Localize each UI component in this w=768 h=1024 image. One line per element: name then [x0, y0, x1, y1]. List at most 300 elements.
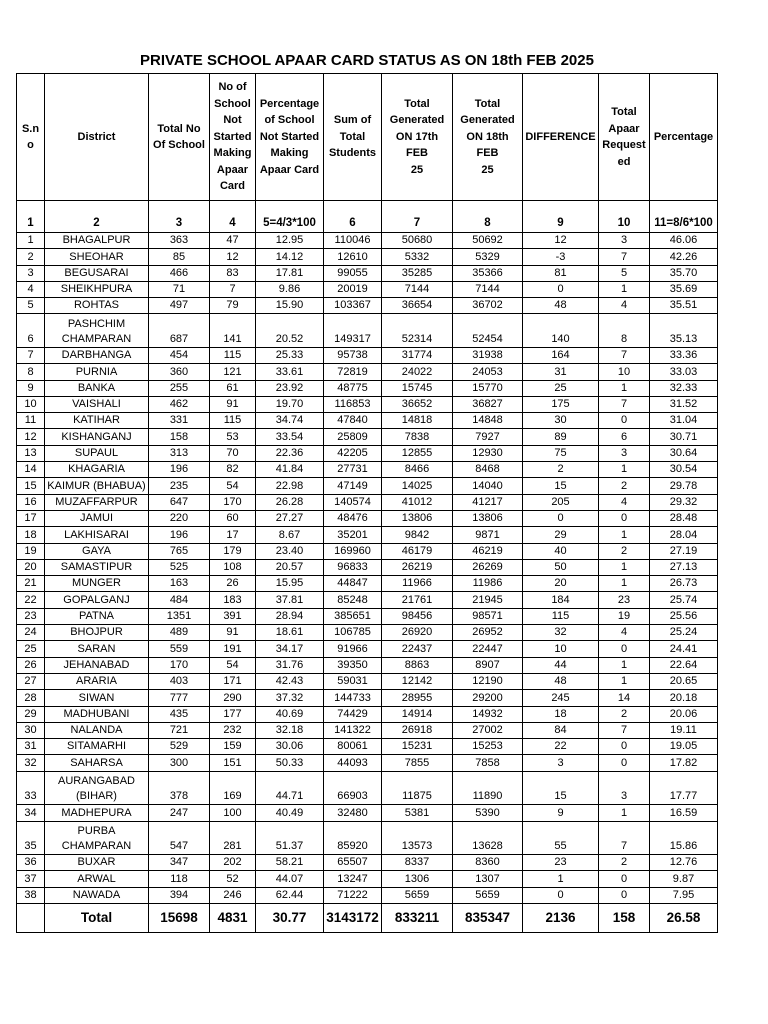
district-cell: GOPALGANJ — [45, 592, 149, 608]
table-cell: 41.84 — [256, 462, 324, 478]
table-cell: 82 — [210, 462, 256, 478]
table-cell: 8 — [17, 364, 45, 380]
table-cell: 1 — [599, 527, 650, 543]
table-cell: 7 — [599, 347, 650, 363]
table-cell: 3 — [523, 755, 599, 771]
table-cell: 6 — [599, 429, 650, 445]
table-cell: 7838 — [382, 429, 453, 445]
table-cell: 42.43 — [256, 673, 324, 689]
table-cell: 13 — [17, 445, 45, 461]
header-cell: Percentage of School Not Started Making Apaar Card — [256, 74, 324, 201]
table-cell: 12930 — [453, 445, 523, 461]
table-cell: 158 — [149, 429, 210, 445]
table-cell: 18.61 — [256, 625, 324, 641]
table-cell: 15745 — [382, 380, 453, 396]
table-cell: 32.33 — [650, 380, 718, 396]
total-label: Total — [45, 903, 149, 932]
table-cell: 151 — [210, 755, 256, 771]
table-row — [17, 429, 718, 445]
table-cell: 22437 — [382, 641, 453, 657]
table-cell: 331 — [149, 413, 210, 429]
header-cell: S.n o — [17, 74, 45, 201]
table-cell: 50.33 — [256, 755, 324, 771]
table-cell: 96833 — [324, 559, 382, 575]
table-cell: 55 — [523, 821, 599, 855]
total-blank-cell — [17, 903, 45, 932]
table-cell: 21 — [17, 576, 45, 592]
table-cell: 58.21 — [256, 855, 324, 871]
table-cell: 8468 — [453, 462, 523, 478]
table-cell: 31.04 — [650, 413, 718, 429]
table-cell: 20 — [17, 559, 45, 575]
table-cell: 32 — [523, 625, 599, 641]
table-cell: 30.06 — [256, 739, 324, 755]
table-row — [17, 559, 718, 575]
table-cell: 91 — [210, 396, 256, 412]
table-cell: -3 — [523, 249, 599, 265]
table-cell: 66903 — [324, 771, 382, 805]
table-cell: 19.11 — [650, 722, 718, 738]
table-cell: 14040 — [453, 478, 523, 494]
table-cell: 7 — [210, 281, 256, 297]
table-cell: 26.73 — [650, 576, 718, 592]
table-cell: 40.49 — [256, 805, 324, 821]
table-cell: 20.18 — [650, 690, 718, 706]
table-cell: 42205 — [324, 445, 382, 461]
total-cell: 26.58 — [650, 903, 718, 932]
table-cell: 36827 — [453, 396, 523, 412]
table-cell: 5 — [599, 265, 650, 281]
district-cell: SAMASTIPUR — [45, 559, 149, 575]
table-cell: 33.54 — [256, 429, 324, 445]
table-cell: 10 — [17, 396, 45, 412]
table-cell: 1 — [599, 559, 650, 575]
table-cell: 71 — [149, 281, 210, 297]
column-number-cell: 10 — [599, 201, 650, 233]
table-cell: 0 — [599, 641, 650, 657]
table-cell: 1 — [599, 281, 650, 297]
table-cell: 12.76 — [650, 855, 718, 871]
table-cell: 2 — [599, 706, 650, 722]
table-cell: 51.37 — [256, 821, 324, 855]
table-cell: 0 — [599, 755, 650, 771]
table-cell: 14932 — [453, 706, 523, 722]
district-cell: NALANDA — [45, 722, 149, 738]
table-cell: 144733 — [324, 690, 382, 706]
table-row — [17, 233, 718, 249]
district-cell: NAWADA — [45, 887, 149, 903]
table-cell: 35201 — [324, 527, 382, 543]
table-cell: 721 — [149, 722, 210, 738]
district-cell: ARARIA — [45, 673, 149, 689]
table-row — [17, 543, 718, 559]
table-cell: 385651 — [324, 608, 382, 624]
table-row — [17, 510, 718, 526]
header-cell: Percentage — [650, 74, 718, 201]
table-cell: 290 — [210, 690, 256, 706]
table-cell: 191 — [210, 641, 256, 657]
table-cell: 164 — [523, 347, 599, 363]
table-cell: 20.52 — [256, 314, 324, 348]
table-cell: 14.12 — [256, 249, 324, 265]
table-cell: 7144 — [382, 281, 453, 297]
table-cell: 39350 — [324, 657, 382, 673]
district-cell: SUPAUL — [45, 445, 149, 461]
table-cell: 23 — [523, 855, 599, 871]
table-row — [17, 413, 718, 429]
header-cell: Total Generated ON 18th FEB 25 — [453, 74, 523, 201]
table-cell: 140574 — [324, 494, 382, 510]
table-cell: 33.03 — [650, 364, 718, 380]
table-row — [17, 249, 718, 265]
column-number-cell: 7 — [382, 201, 453, 233]
table-cell: 9 — [17, 380, 45, 396]
district-cell: KISHANGANJ — [45, 429, 149, 445]
column-number-row — [17, 201, 718, 233]
table-cell: 32480 — [324, 805, 382, 821]
column-number-cell: 3 — [149, 201, 210, 233]
table-cell: 15231 — [382, 739, 453, 755]
table-cell: 32 — [17, 755, 45, 771]
table-cell: 44.71 — [256, 771, 324, 805]
table-cell: 10 — [599, 364, 650, 380]
table-cell: 46179 — [382, 543, 453, 559]
table-cell: 205 — [523, 494, 599, 510]
table-cell: 149317 — [324, 314, 382, 348]
table-cell: 3 — [599, 233, 650, 249]
table-cell: 0 — [599, 871, 650, 887]
table-row — [17, 871, 718, 887]
apaar-status-table — [16, 73, 718, 933]
district-cell: BANKA — [45, 380, 149, 396]
table-cell: 27.19 — [650, 543, 718, 559]
table-cell: 0 — [523, 887, 599, 903]
table-cell: 22 — [17, 592, 45, 608]
total-row — [17, 903, 718, 932]
table-row — [17, 445, 718, 461]
district-cell: BHOJPUR — [45, 625, 149, 641]
table-cell: 53 — [210, 429, 256, 445]
table-cell: 27 — [17, 673, 45, 689]
table-row — [17, 706, 718, 722]
column-number-cell: 8 — [453, 201, 523, 233]
table-cell: 37 — [17, 871, 45, 887]
table-cell: 8907 — [453, 657, 523, 673]
table-cell: 35.13 — [650, 314, 718, 348]
table-cell: 31938 — [453, 347, 523, 363]
table-cell: 394 — [149, 887, 210, 903]
table-cell: 10 — [523, 641, 599, 657]
table-cell: 20 — [523, 576, 599, 592]
table-cell: 35.69 — [650, 281, 718, 297]
table-cell: 9.86 — [256, 281, 324, 297]
district-cell: SIWAN — [45, 690, 149, 706]
district-cell: BUXAR — [45, 855, 149, 871]
table-cell: 118 — [149, 871, 210, 887]
table-cell: 26 — [17, 657, 45, 673]
table-cell: 0 — [599, 413, 650, 429]
table-cell: 14848 — [453, 413, 523, 429]
table-row — [17, 380, 718, 396]
table-cell: 1307 — [453, 871, 523, 887]
table-cell: 489 — [149, 625, 210, 641]
table-cell: 23 — [599, 592, 650, 608]
table-cell: 170 — [149, 657, 210, 673]
table-cell: 141 — [210, 314, 256, 348]
table-cell: 12 — [210, 249, 256, 265]
table-cell: 48476 — [324, 510, 382, 526]
table-cell: 403 — [149, 673, 210, 689]
table-cell: 89 — [523, 429, 599, 445]
table-cell: 44 — [523, 657, 599, 673]
total-cell: 2136 — [523, 903, 599, 932]
table-cell: 7858 — [453, 755, 523, 771]
table-cell: 37.32 — [256, 690, 324, 706]
table-cell: 52454 — [453, 314, 523, 348]
table-row — [17, 625, 718, 641]
table-cell: 12 — [17, 429, 45, 445]
table-cell: 116853 — [324, 396, 382, 412]
table-cell: 647 — [149, 494, 210, 510]
table-cell: 19 — [17, 543, 45, 559]
district-cell: KATIHAR — [45, 413, 149, 429]
table-cell: 40.69 — [256, 706, 324, 722]
table-cell: 18 — [17, 527, 45, 543]
table-cell: 28955 — [382, 690, 453, 706]
table-cell: 7144 — [453, 281, 523, 297]
table-cell: 65507 — [324, 855, 382, 871]
district-cell: SAHARSA — [45, 755, 149, 771]
table-cell: 12 — [523, 233, 599, 249]
table-cell: 1 — [599, 576, 650, 592]
table-cell: 5390 — [453, 805, 523, 821]
total-cell: 15698 — [149, 903, 210, 932]
district-cell: VAISHALI — [45, 396, 149, 412]
table-cell: 4 — [599, 494, 650, 510]
table-cell: 15.86 — [650, 821, 718, 855]
column-number-cell: 4 — [210, 201, 256, 233]
table-cell: 14025 — [382, 478, 453, 494]
table-cell: 7 — [599, 722, 650, 738]
table-row — [17, 364, 718, 380]
table-cell: 497 — [149, 298, 210, 314]
table-cell: 24053 — [453, 364, 523, 380]
district-cell: ARWAL — [45, 871, 149, 887]
table-cell: 0 — [599, 510, 650, 526]
table-cell: 171 — [210, 673, 256, 689]
table-cell: 23.92 — [256, 380, 324, 396]
table-cell: 1306 — [382, 871, 453, 887]
table-cell: 462 — [149, 396, 210, 412]
table-cell: 220 — [149, 510, 210, 526]
table-cell: 25.24 — [650, 625, 718, 641]
table-cell: 31 — [17, 739, 45, 755]
table-cell: 40 — [523, 543, 599, 559]
table-cell: 44.07 — [256, 871, 324, 887]
table-cell: 91966 — [324, 641, 382, 657]
table-cell: 1 — [599, 805, 650, 821]
table-row — [17, 771, 718, 805]
table-row — [17, 855, 718, 871]
table-cell: 31.76 — [256, 657, 324, 673]
table-cell: 300 — [149, 755, 210, 771]
district-cell: SHEIKHPURA — [45, 281, 149, 297]
table-cell: 22447 — [453, 641, 523, 657]
table-cell: 8 — [599, 314, 650, 348]
table-cell: 1351 — [149, 608, 210, 624]
table-cell: 24 — [17, 625, 45, 641]
table-row — [17, 462, 718, 478]
table-cell: 71222 — [324, 887, 382, 903]
table-cell: 29.78 — [650, 478, 718, 494]
table-cell: 435 — [149, 706, 210, 722]
table-cell: 15253 — [453, 739, 523, 755]
table-cell: 12855 — [382, 445, 453, 461]
table-cell: 46.06 — [650, 233, 718, 249]
table-cell: 5329 — [453, 249, 523, 265]
table-cell: 1 — [523, 871, 599, 887]
table-cell: 466 — [149, 265, 210, 281]
table-cell: 26269 — [453, 559, 523, 575]
table-cell: 47 — [210, 233, 256, 249]
table-cell: 777 — [149, 690, 210, 706]
table-cell: 25 — [17, 641, 45, 657]
table-cell: 48775 — [324, 380, 382, 396]
table-cell: 281 — [210, 821, 256, 855]
table-row — [17, 722, 718, 738]
table-cell: 30.64 — [650, 445, 718, 461]
table-cell: 22.64 — [650, 657, 718, 673]
district-cell: PURNIA — [45, 364, 149, 380]
table-cell: 7 — [599, 396, 650, 412]
table-row — [17, 608, 718, 624]
table-cell: 106785 — [324, 625, 382, 641]
table-cell: 27731 — [324, 462, 382, 478]
table-cell: 4 — [599, 298, 650, 314]
table-cell: 454 — [149, 347, 210, 363]
table-cell: 1 — [599, 657, 650, 673]
district-cell: SITAMARHI — [45, 739, 149, 755]
table-cell: 17.77 — [650, 771, 718, 805]
table-cell: 13573 — [382, 821, 453, 855]
page-title: PRIVATE SCHOOL APAAR CARD STATUS AS ON 18th FEB 2025 — [140, 52, 594, 69]
table-cell: 23.40 — [256, 543, 324, 559]
table-cell: 34.17 — [256, 641, 324, 657]
table-cell: 44847 — [324, 576, 382, 592]
table-cell: 85 — [149, 249, 210, 265]
table-cell: 115 — [210, 413, 256, 429]
table-cell: 38 — [17, 887, 45, 903]
table-row — [17, 641, 718, 657]
table-cell: 363 — [149, 233, 210, 249]
table-row — [17, 494, 718, 510]
table-cell: 28.48 — [650, 510, 718, 526]
column-number-cell: 9 — [523, 201, 599, 233]
district-cell: SHEOHAR — [45, 249, 149, 265]
table-cell: 80061 — [324, 739, 382, 755]
table-cell: 4 — [17, 281, 45, 297]
table-row — [17, 265, 718, 281]
table-cell: 14818 — [382, 413, 453, 429]
table-cell: 70 — [210, 445, 256, 461]
table-cell: 17.81 — [256, 265, 324, 281]
table-cell: 85248 — [324, 592, 382, 608]
table-cell: 0 — [599, 739, 650, 755]
table-cell: 21945 — [453, 592, 523, 608]
table-cell: 15770 — [453, 380, 523, 396]
table-cell: 29 — [17, 706, 45, 722]
table-cell: 35.51 — [650, 298, 718, 314]
table-cell: 9.87 — [650, 871, 718, 887]
table-cell: 1 — [599, 380, 650, 396]
table-cell: 35.70 — [650, 265, 718, 281]
table-cell: 235 — [149, 478, 210, 494]
table-cell: 16 — [17, 494, 45, 510]
table-cell: 22.98 — [256, 478, 324, 494]
table-cell: 6 — [17, 314, 45, 348]
table-cell: 98456 — [382, 608, 453, 624]
table-cell: 2 — [599, 478, 650, 494]
table-cell: 8337 — [382, 855, 453, 871]
table-cell: 14 — [599, 690, 650, 706]
table-cell: 183 — [210, 592, 256, 608]
table-cell: 255 — [149, 380, 210, 396]
table-cell: 36654 — [382, 298, 453, 314]
table-cell: 360 — [149, 364, 210, 380]
table-cell: 41217 — [453, 494, 523, 510]
table-cell: 25 — [523, 380, 599, 396]
table-cell: 27.13 — [650, 559, 718, 575]
table-cell: 313 — [149, 445, 210, 461]
table-cell: 52 — [210, 871, 256, 887]
table-cell: 22 — [523, 739, 599, 755]
table-cell: 7927 — [453, 429, 523, 445]
table-cell: 19.05 — [650, 739, 718, 755]
table-cell: 232 — [210, 722, 256, 738]
column-number-cell: 11=8/6*100 — [650, 201, 718, 233]
table-cell: 27002 — [453, 722, 523, 738]
table-cell: 28.04 — [650, 527, 718, 543]
table-row — [17, 314, 718, 348]
header-cell: Sum of Total Students — [324, 74, 382, 201]
table-row — [17, 690, 718, 706]
table-cell: 2 — [523, 462, 599, 478]
column-number-cell: 2 — [45, 201, 149, 233]
table-cell: 11986 — [453, 576, 523, 592]
table-cell: 24.41 — [650, 641, 718, 657]
table-row — [17, 821, 718, 855]
table-cell: 9 — [523, 805, 599, 821]
total-cell: 835347 — [453, 903, 523, 932]
table-cell: 177 — [210, 706, 256, 722]
table-cell: 29200 — [453, 690, 523, 706]
district-cell: GAYA — [45, 543, 149, 559]
table-cell: 61 — [210, 380, 256, 396]
table-cell: 83 — [210, 265, 256, 281]
table-cell: 3 — [17, 265, 45, 281]
column-number-cell: 1 — [17, 201, 45, 233]
table-cell: 4 — [599, 625, 650, 641]
table-cell: 47149 — [324, 478, 382, 494]
table-cell: 8466 — [382, 462, 453, 478]
district-cell: AURANGABAD (BIHAR) — [45, 771, 149, 805]
table-row — [17, 673, 718, 689]
table-cell: 115 — [210, 347, 256, 363]
district-cell: ROHTAS — [45, 298, 149, 314]
column-number-cell: 5=4/3*100 — [256, 201, 324, 233]
table-cell: 42.26 — [650, 249, 718, 265]
table-cell: 35 — [17, 821, 45, 855]
